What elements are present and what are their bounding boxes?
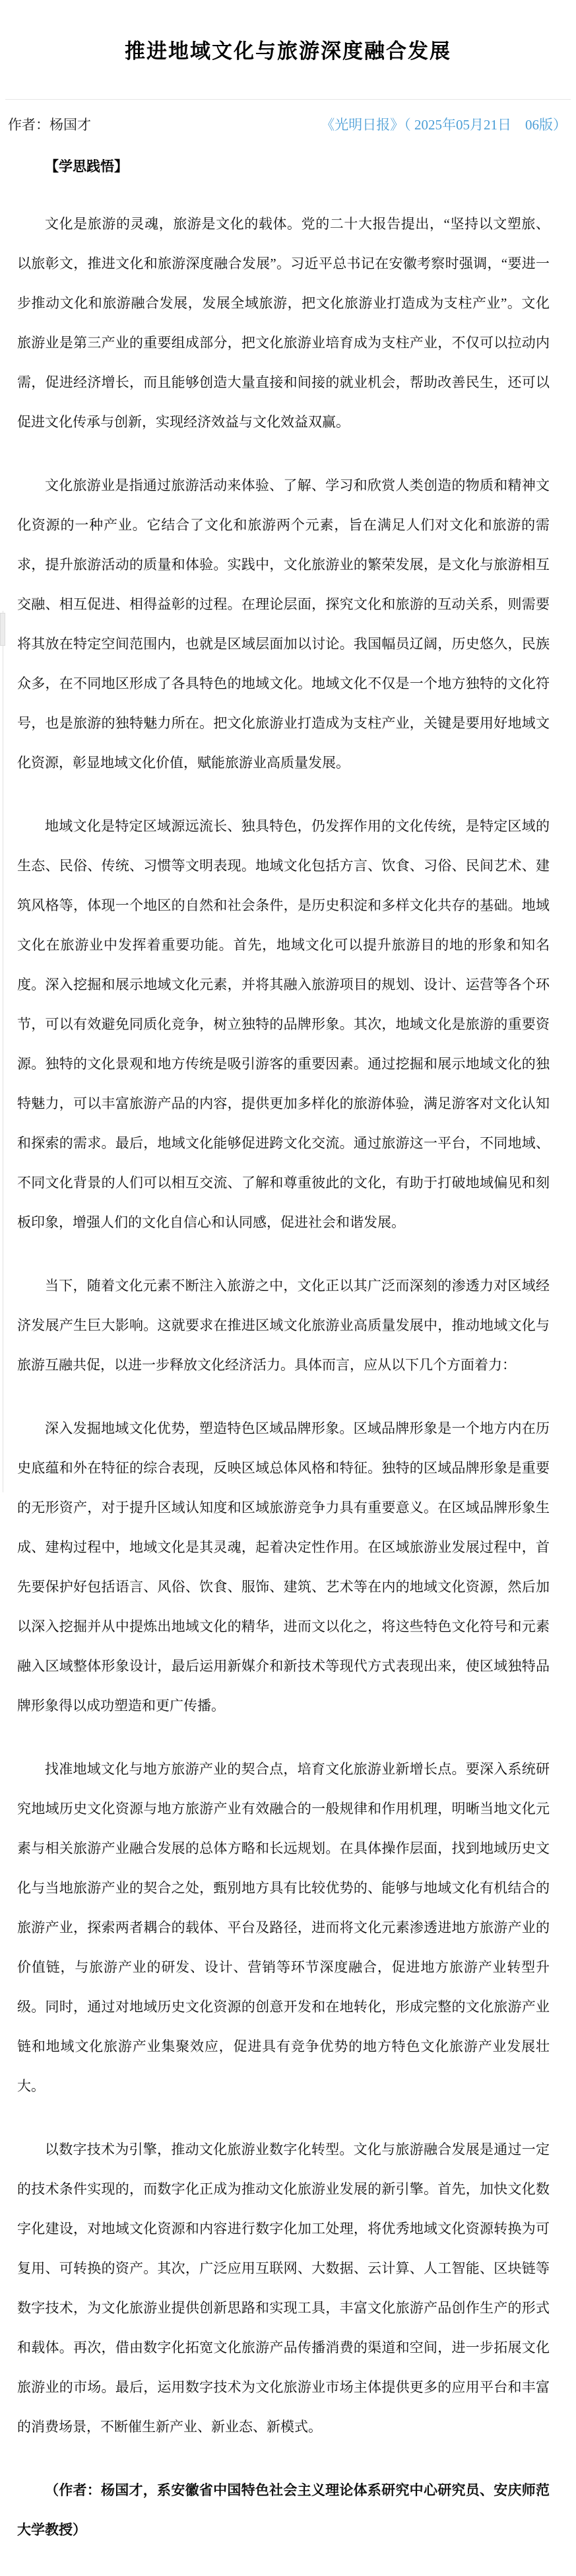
article-paragraph: 文化旅游业是指通过旅游活动来体验、了解、学习和欣赏人类创造的物质和精神文化资源的一种产业。它结合了文化和旅游两个元素，旨在满足人们对文化和旅游的需求，提升旅游活动的质量和体验。实践中，文化旅游业的繁荣发展，是文化与旅游相互交融、相互促进、相得益彰的过程。在理论层面，探究文化和旅游的互动关系，则需要将其放在特定空间范围内，也就是区域层面加以讨论。我国幅员辽阔，历史悠久，民族众多，在不同地区形成了各具特色的地域文化。地域文化不仅是一个地方独特的文化符号，也是旅游的独特魅力所在。把文化旅游业打造成为支柱产业，关键是要用好地域文化资源，彰显地域文化价值，赋能旅游业高质量发展。: [17, 477, 550, 771]
title-divider: [5, 99, 571, 100]
left-scrollbar-thumb[interactable]: [0, 613, 5, 646]
article-body: [0, 176, 576, 2447]
article-paragraph: 找准地域文化与地方旅游产业的契合点，培育文化旅游业新增长点。要深入系统研究地域历史文化资源与地方旅游产业有效融合的一般规律和作用机理，明晰当地文化元素与相关旅游产业融合发展的总体方略和长远规划。在具体操作层面，找到地域历史文化与当地旅游产业的契合之处，甄别地方具有比较优势的、能够与地域文化有机结合的旅游产业，探索两者耦合的载体、平台及路径，进而将文化元素渗透进地方旅游产业的价值链，与旅游产业的研发、设计、营销等环节深度融合，促进地方旅游产业转型升级。同时，通过对地域历史文化资源的创意开发和在地转化，形成完整的文化旅游产业链和地域文化旅游产业集聚效应，促进具有竞争优势的地方特色文化旅游产业发展壮大。: [17, 1761, 550, 2094]
article-paragraph: 以数字技术为引擎，推动文化旅游业数字化转型。文化与旅游融合发展是通过一定的技术条件实现的，而数字化正成为推动文化旅游业发展的新引擎。首先，加快文化数字化建设，对地域文化资源和内容进行数字化加工处理，将优秀地域文化资源转换为可复用、可转换的资产。其次，广泛应用互联网、大数据、云计算、人工智能、区块链等数字技术，为文化旅游业提供创新思路和实现工具，丰富文化旅游产品创作生产的形式和载体。再次，借由数字化拓宽文化旅游产品传播消费的渠道和空间，进一步拓展文化旅游业的市场。最后，运用数字技术为文化旅游业市场主体提供更多的应用平台和丰富的消费场景，不断催生新产业、新业态、新模式。: [17, 2141, 550, 2435]
author-footnote: （作者：杨国才，系安徽省中国特色社会主义理论体系研究中心研究员、安庆师范大学教授）: [17, 2482, 550, 2538]
byline-author: 作者：杨国才: [8, 117, 91, 133]
page-title: 推进地域文化与旅游深度融合发展: [125, 40, 451, 63]
article-paragraph: 深入发掘地域文化优势，塑造特色区域品牌形象。区域品牌形象是一个地方内在历史底蕴和外在特征的综合表现，反映区域总体风格和特征。独特的区域品牌形象是重要的无形资产，对于提升区域认知度和区域旅游竞争力具有重要意义。在区域品牌形象生成、建构过程中，地域文化是其灵魂，起着决定性作用。在区域旅游业发展过程中，首先要保护好包括语言、风俗、饮食、服饰、建筑、艺术等在内的地域文化资源，然后加以深入挖掘并从中提炼出地域文化的精华，进而文以化之，将这些特色文化符号和元素融入区域整体形象设计，最后运用新媒介和新技术等现代方式表现出来，使区域独特品牌形象得以成功塑造和更广传播。: [17, 1420, 550, 1714]
section-tag: 【学思践悟】: [45, 158, 128, 174]
article-paragraph: 文化是旅游的灵魂，旅游是文化的载体。党的二十大报告提出，“坚持以文塑旅、以旅彰文，推进文化和旅游深度融合发展”。习近平总书记在安徽考察时强调，“要进一步推动文化和旅游融合发展，发展全域旅游，把文化旅游业打造成为支柱产业”。文化旅游业是第三产业的重要组成部分，把文化旅游业培育成为支柱产业，不仅可以拉动内需，促进经济增长，而且能够创造大量直接和间接的就业机会，帮助改善民生，还可以促进文化传承与创新，实现经济效益与文化效益双赢。: [17, 216, 550, 430]
byline: [8, 116, 567, 134]
article-paragraph: 当下，随着文化元素不断注入旅游之中，文化正以其广泛而深刻的渗透力对区域经济发展产生巨大影响。这就要求在推进区域文化旅游业高质量发展中，推动地域文化与旅游互融共促，以进一步释放文化经济活力。具体而言，应从以下几个方面着力：: [17, 1278, 550, 1373]
byline-source: 《光明日报》（ 2025年05月21日 06版）: [321, 117, 567, 133]
article-paragraph: 地域文化是特定区域源远流长、独具特色，仍发挥作用的文化传统，是特定区域的生态、民俗、传统、习惯等文明表现。地域文化包括方言、饮食、习俗、民间艺术、建筑风格等，体现一个地区的自然和社会条件，是历史积淀和多样文化共存的基础。地域文化在旅游业中发挥着重要功能。首先，地域文化可以提升旅游目的地的形象和知名度。深入挖掘和展示地域文化元素，并将其融入旅游项目的规划、设计、运营等各个环节，可以有效避免同质化竞争，树立独特的品牌形象。其次，地域文化是旅游的重要资源。独特的文化景观和地方传统是吸引游客的重要因素。通过挖掘和展示地域文化的独特魅力，可以丰富旅游产品的内容，提供更加多样化的旅游体验，满足游客对文化认知和探索的需求。最后，地域文化能够促进跨文化交流。通过旅游这一平台，不同地域、不同文化背景的人们可以相互交流、了解和尊重彼此的文化，有助于打破地域偏见和刻板印象，增强人们的文化自信心和认同感，促进社会和谐发展。: [17, 818, 550, 1230]
